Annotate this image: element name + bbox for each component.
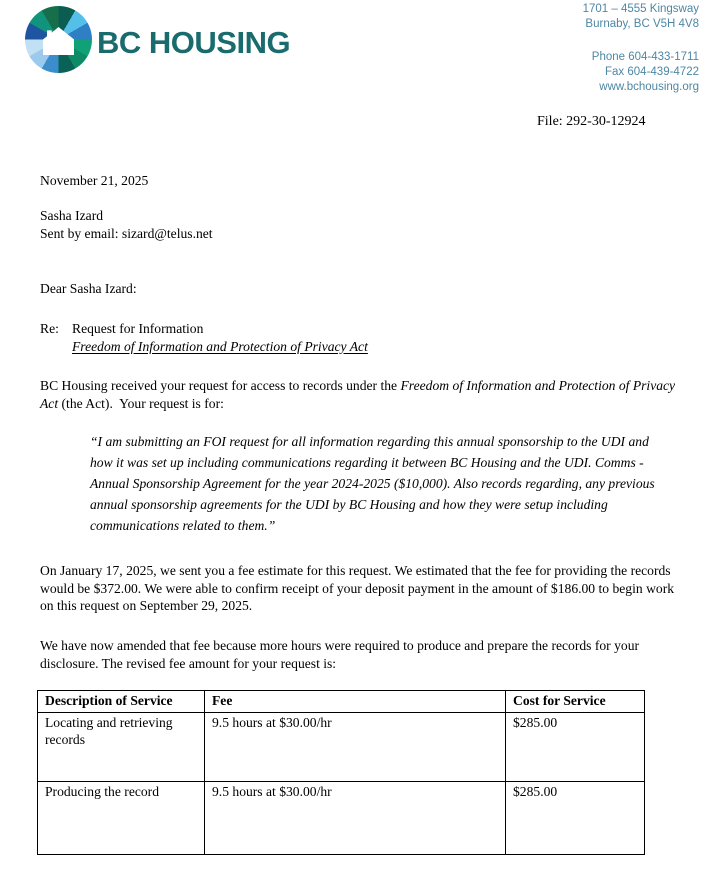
paragraph-amended-fee: We have now amended that fee because more hours were required to produce and prepare the records for your disclosure. The revised fee amount for your request is: <box>40 638 640 671</box>
address-spacer <box>583 32 699 50</box>
cell-fee-2: 9.5 hours at $30.00/hr <box>205 782 506 855</box>
fee-table-header-row <box>38 691 645 713</box>
fax-line: Fax 604-439-4722 <box>605 66 699 78</box>
request-intro-after: (the Act). Your request is for: <box>58 395 224 411</box>
header-cost-for-service: Cost for Service <box>506 691 645 713</box>
recipient-name: Sasha Izard <box>40 208 104 223</box>
re-label: Re: <box>40 321 59 336</box>
re-act-title: Freedom of Information and Protection of Privacy Act <box>72 338 368 354</box>
paragraph-fee-estimate: On January 17, 2025, we sent you a fee estimate for this request. We estimated that the fee for providing the records would be $372.00. We were able to confirm receipt of your deposit payment in the amount of $186.00 to begin work on this request on September 29, 2025. <box>40 563 675 613</box>
table-row <box>38 782 645 855</box>
address-line-2: Burnaby, BC V5H 4V8 <box>585 18 699 30</box>
website-line: www.bchousing.org <box>599 81 699 93</box>
request-quote: “I am submitting an FOI request for all information regarding this annual sponsorship to the UDI and how it was set up including communications regarding it between BC Housing and the UDI. Comms - Annual Sponsorship Agreement for the year 2024-2025 ($10,000). Also records regarding, any previous annual sponsorship agreements for the UDI by BC Housing and how they were setup including communications related to them.” <box>90 434 655 533</box>
header-fee: Fee <box>205 691 506 713</box>
cell-description-1: Locating and retrieving records <box>38 713 205 782</box>
act-title-inline: Freedom of Information and Protection of Privacy Act <box>40 378 676 411</box>
re-subject: Request for Information <box>72 321 204 336</box>
salutation: Dear Sasha Izard: <box>40 281 137 296</box>
cell-cost-1: $285.00 <box>506 713 645 782</box>
logo-wordmark: BC HOUSING <box>97 25 291 60</box>
paragraph-request-intro <box>40 377 685 412</box>
recipient-block <box>40 207 685 242</box>
cell-description-2: Producing the record <box>38 782 205 855</box>
header-description-of-service: Description of Service <box>38 691 205 713</box>
file-number: File: 292-30-12924 <box>537 114 646 129</box>
re-block <box>40 320 368 355</box>
address-line-1: 1701 – 4555 Kingsway <box>582 3 699 15</box>
letter-date: November 21, 2025 <box>40 173 149 188</box>
sent-by-email-line: Sent by email: sizard@telus.net <box>40 225 213 241</box>
cell-fee-1: 9.5 hours at $30.00/hr <box>205 713 506 782</box>
fee-table <box>37 690 645 855</box>
request-intro-before: BC Housing received your request for access to records under the <box>40 378 401 393</box>
phone-line: Phone 604-433-1711 <box>591 51 699 63</box>
table-row <box>38 713 645 782</box>
letterhead-address-block <box>583 2 699 95</box>
cell-cost-2: $285.00 <box>506 782 645 855</box>
